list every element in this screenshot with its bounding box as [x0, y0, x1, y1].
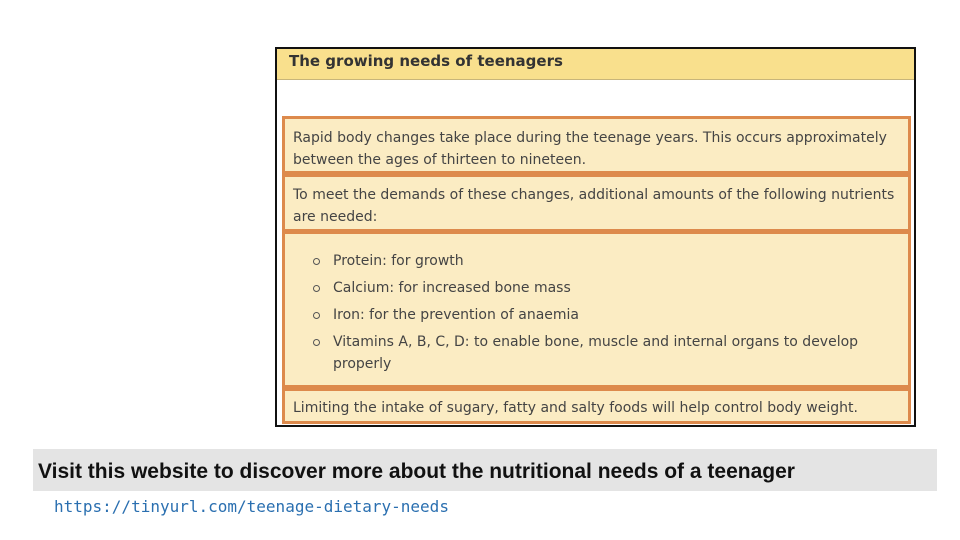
nutrients-list-box	[282, 231, 911, 388]
circle-bullet-icon	[313, 312, 320, 319]
circle-bullet-icon	[313, 339, 320, 346]
intro-paragraph: Rapid body changes take place during the teenage years. This occurs approximately between the ages of thirteen to nineteen.	[282, 116, 911, 174]
caption-text: Visit this website to discover more about the nutritional needs of a teenager	[38, 460, 795, 483]
circle-bullet-icon	[313, 285, 320, 292]
nutrition-panel	[275, 47, 916, 427]
list-item	[313, 277, 896, 299]
list-item	[313, 250, 896, 272]
website-link[interactable]: https://tinyurl.com/teenage-dietary-needs	[54, 497, 449, 516]
panel-title: The growing needs of teenagers	[277, 49, 914, 80]
nutrient-protein: Protein: for growth	[333, 253, 464, 269]
nutrient-vitamins: Vitamins A, B, C, D: to enable bone, muscle and internal organs to develop properly	[333, 334, 859, 372]
nutrient-iron: Iron: for the prevention of anaemia	[333, 307, 579, 323]
nutrients-list	[285, 250, 896, 375]
list-item	[313, 304, 896, 326]
nutrients-intro-paragraph: To meet the demands of these changes, additional amounts of the following nutrients are needed:	[282, 174, 911, 232]
list-item	[313, 331, 896, 375]
nutrient-calcium: Calcium: for increased bone mass	[333, 280, 571, 296]
closing-paragraph: Limiting the intake of sugary, fatty and salty foods will help control body weight.	[282, 388, 911, 424]
circle-bullet-icon	[313, 258, 320, 265]
